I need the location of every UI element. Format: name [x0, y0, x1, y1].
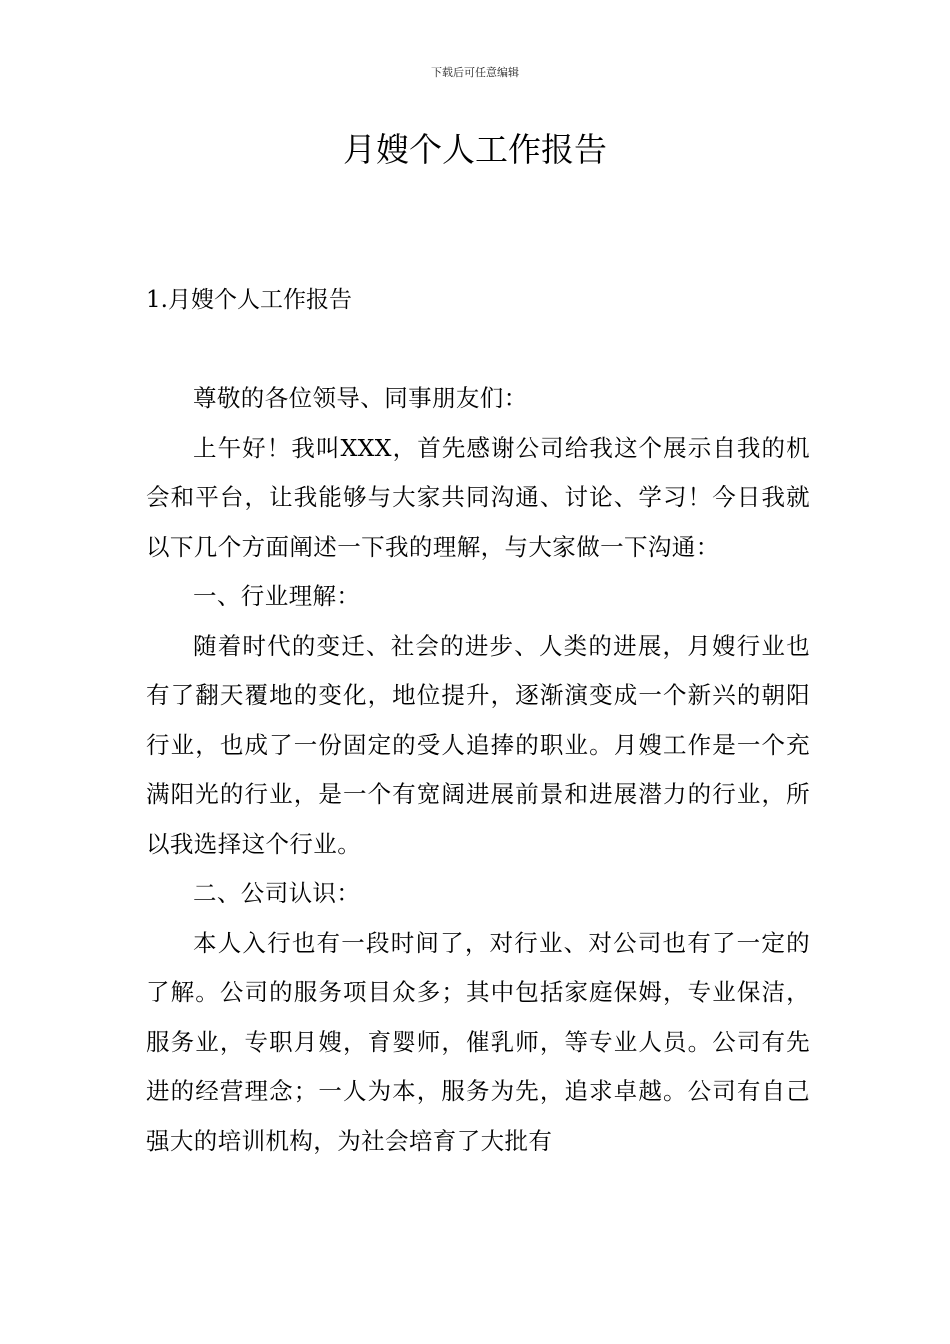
paragraph-industry: 随着时代的变迁、社会的进步、人类的进展，月嫂行业也有了翻天覆地的变化，地位提升，逐渐演变成一个新兴的朝阳行业，也成了一份固定的受人追捧的职业。月嫂工作是一个充满阳光的行业，是一个有宽阔进展前景和进展潜力的行业，所以我选择这个行业。	[146, 631, 810, 858]
paragraph-heading-industry: 一、行业理解：	[193, 582, 361, 610]
paragraph-company: 本人入行也有一段时间了，对行业、对公司也有了一定的了解。公司的服务项目众多；其中包括家庭保姆，专业保洁，服务业，专职月嫂，育婴师，催乳师，等专业人员。公司有先进的经营理念；一人为本，服务为先，追求卓越。公司有自己强大的培训机构，为社会培育了大批有	[146, 928, 810, 1155]
paragraph-greeting: 上午好！我叫XXX，首先感谢公司给我这个展示自我的机会和平台，让我能够与大家共同沟通、讨论、学习！今日我就以下几个方面阐述一下我的理解，与大家做一下沟通：	[146, 433, 810, 561]
header-note: 下载后可任意编辑	[431, 66, 519, 79]
paragraph-heading-company: 二、公司认识：	[193, 879, 361, 907]
paragraph-salutation: 尊敬的各位领导、同事朋友们：	[193, 384, 528, 412]
document-title: 月嫂个人工作报告	[343, 130, 607, 169]
section-heading: 1.月嫂个人工作报告	[146, 287, 352, 313]
document-body	[146, 374, 810, 1166]
